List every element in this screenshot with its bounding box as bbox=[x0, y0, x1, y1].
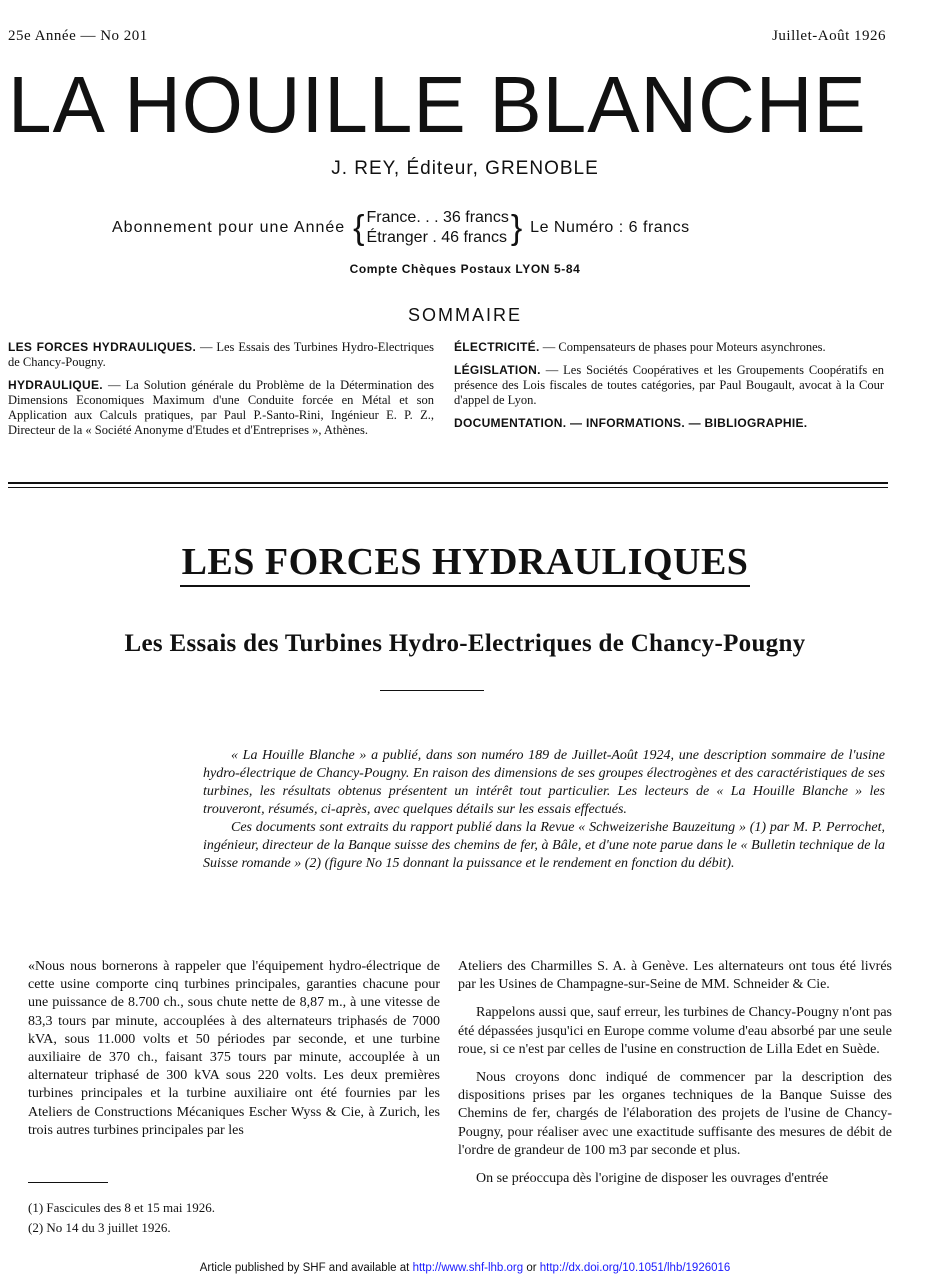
article-title: Les Essais des Turbines Hydro-Electriques de Chancy-Pougny bbox=[124, 630, 806, 657]
sommaire-entry bbox=[454, 340, 884, 355]
body-paragraph: Nous croyons donc indiqué de commencer par la description des dispositions prises par les organes techniques de la Banque Suisse des Chemins de fer, chargés de l'élaboration des projets de l'usine de Chancy-Pougny, pour réaliser avec une exactitude suffisante des mesures de débit de l'ordre de grandeur de 100 m3 par seconde et plus. bbox=[458, 1070, 892, 1158]
body-paragraph: On se préoccupa dès l'origine de disposer les ouvrages d'entrée bbox=[476, 1171, 829, 1187]
credit-line bbox=[0, 1262, 930, 1274]
sommaire-entry-text: — La Solution générale du Problème de la Détermination des Dimensions Economiques Maximum d'une Conduite forcée en Métal et son Application aux Calculs pratiques, par Paul P.-Santo-Rini, Ingénieur E. P. Z., Directeur de la « Société Anonyme d'Etudes et d'Entreprises », Athènes. bbox=[8, 378, 434, 437]
credit-prefix: Article published by SHF and available at bbox=[199, 1262, 413, 1274]
footnote-1: (1) Fascicules des 8 et 15 mai 1926. bbox=[28, 1200, 216, 1215]
editor-line: J. REY, Éditeur, GRENOBLE bbox=[331, 158, 599, 179]
sommaire-entry-head: LÉGISLATION. bbox=[454, 363, 541, 377]
compte-cheques: Compte Chèques Postaux LYON 5-84 bbox=[349, 262, 581, 276]
sommaire-entry-text: — Compensateurs de phases pour Moteurs asynchrones. bbox=[539, 340, 826, 354]
body-paragraph: Rappelons aussi que, sauf erreur, les turbines de Chancy-Pougny n'ont pas été dépassées jusqu'ici en Europe comme volume d'eau absorbé par une seule roue, si ce n'est par celles de l'usine en construction de Lilla Edet en Suède. bbox=[458, 1005, 892, 1057]
price-etranger: Étranger . 46 francs bbox=[366, 229, 508, 246]
subscription-label: Abonnement pour une Année bbox=[112, 219, 346, 236]
masthead-title: LA HOUILLE BLANCHE bbox=[8, 60, 867, 149]
sommaire-footer: DOCUMENTATION. — INFORMATIONS. — BIBLIOGRAPHIE. bbox=[454, 416, 808, 430]
sommaire-left-column bbox=[8, 340, 434, 438]
separator-rule-thin bbox=[8, 487, 888, 488]
sommaire-entry-head: LES FORCES HYDRAULIQUES. bbox=[8, 340, 197, 354]
credit-middle: or bbox=[523, 1262, 540, 1274]
sommaire-entry-head: ÉLECTRICITÉ. bbox=[454, 340, 540, 354]
sommaire-entry bbox=[454, 363, 884, 408]
intro-paragraph: « La Houille Blanche » a publié, dans son numéro 189 de Juillet-Août 1924, une description sommaire de l'usine hydro-électrique de Chancy-Pougny. En raison des dimensions de ses groupes électrogènes et des caractéristiques de ses turbines, les résultats obtenus présentent un intérêt tout particulier. Les lecteurs de « La Houille Blanche » les trouveront, résumés, ci-après, avec quelques détails sur les essais effectués. bbox=[203, 748, 885, 817]
left-brace: { bbox=[353, 209, 365, 247]
body-right-column bbox=[458, 958, 892, 1198]
sommaire-right-column bbox=[454, 340, 884, 431]
body-paragraph: Ateliers des Charmilles S. A. à Genève. Les alternateurs ont tous été livrés par les Usines de Champagne-sur-Seine de MM. Schneider & Cie. bbox=[458, 959, 892, 993]
shf-link[interactable]: http://www.shf-lhb.org bbox=[412, 1262, 524, 1274]
subscription-block bbox=[112, 208, 832, 248]
footnote-rule bbox=[28, 1182, 108, 1183]
sommaire-entry bbox=[8, 340, 434, 370]
title-rule bbox=[380, 690, 484, 691]
separator-rule bbox=[8, 482, 888, 484]
footnote-2: (2) No 14 du 3 juillet 1926. bbox=[28, 1220, 171, 1235]
sommaire-entry-text: — Les Sociétés Coopératives et les Groupements Coopératifs en présence des Lois fiscales de toutes catégories, par Paul Bougault, avocat à la Cour d'appel de Lyon. bbox=[454, 363, 884, 407]
price-stack bbox=[367, 208, 509, 248]
sommaire-entry-text: — Les Essais des Turbines Hydro-Electriques de Chancy-Pougny. bbox=[8, 340, 434, 369]
right-brace: } bbox=[510, 209, 523, 247]
issue-date: Juillet-Août 1926 bbox=[772, 28, 886, 44]
article-intro bbox=[203, 747, 885, 873]
doi-link[interactable]: http://dx.doi.org/10.1051/lhb/1926016 bbox=[539, 1262, 731, 1274]
price-france: France. . . 36 francs bbox=[366, 209, 509, 226]
sommaire-entry-head: HYDRAULIQUE. bbox=[8, 378, 103, 392]
body-left-column bbox=[28, 958, 440, 1150]
issue-number: 25e Année — No 201 bbox=[8, 28, 148, 44]
sommaire-title: SOMMAIRE bbox=[407, 305, 522, 325]
price-numero: Le Numéro : 6 francs bbox=[530, 219, 690, 236]
section-title: LES FORCES HYDRAULIQUES bbox=[0, 540, 930, 584]
intro-paragraph: Ces documents sont extraits du rapport publié dans la Revue « Schweizerishe Bauzeitung » (1) par M. P. Perrochet, ingénieur, directeur de la Banque suisse des chemins de fer, à Bâle, et d'une note parue dans le « Bulletin technique de la Suisse romande » (2) (figure No 15 donnant la puissance et le rendement en fonction du débit). bbox=[203, 820, 885, 871]
body-paragraph: «Nous nous bornerons à rappeler que l'équipement hydro-électrique de cette usine comporte cinq turbines principales, garanties chacune pour une puissance de 8.700 ch., sous chute nette de 8,87 m., à une vitesse de 83,3 tours par minute, accouplées à des alternateurs triphasés de 7000 kVA, sous 11.000 volts et 50 périodes par seconde, et une turbine auxiliaire de 370 ch., faisant 375 tours par minute, accouplée à un alternateur triphasé de 300 kVA sous 220 volts. Les deux premières turbines principales et la turbine auxiliaire ont été fournies par les Ateliers de Constructions Mécaniques Escher Wyss & Cie, à Zurich, les trois autres turbines principales par les bbox=[28, 959, 440, 1138]
sommaire-entry bbox=[8, 378, 434, 438]
